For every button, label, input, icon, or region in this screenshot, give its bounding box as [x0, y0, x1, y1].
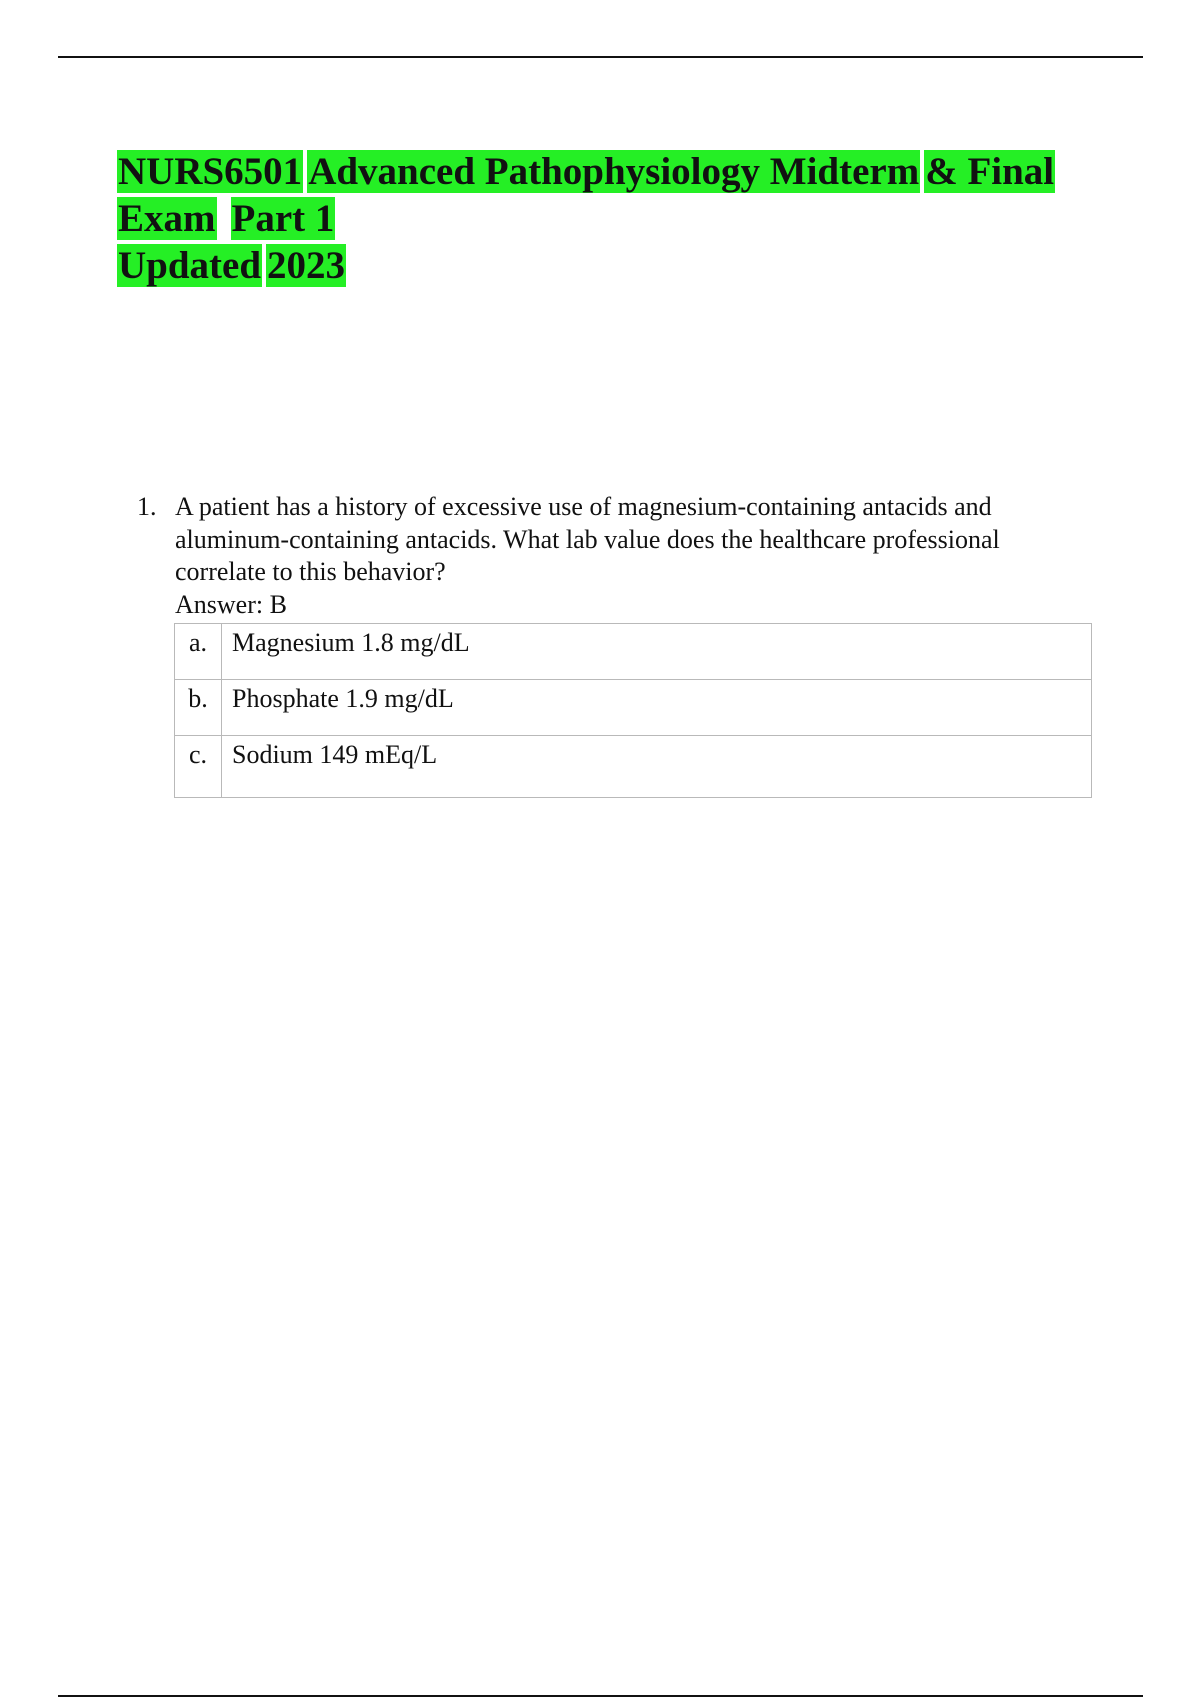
title-segment: Exam [118, 197, 216, 240]
title-segment: & Final [925, 150, 1055, 193]
table-row [175, 736, 1092, 798]
option-text: Phosphate 1.9 mg/dL [222, 680, 1092, 736]
title-segment: Advanced Pathophysiology Midterm [308, 150, 920, 193]
table-row [175, 624, 1092, 680]
header-rule [58, 56, 1143, 58]
title-segment: NURS6501 [118, 150, 303, 193]
table-row [175, 680, 1092, 736]
option-text: Sodium 149 mEq/L [222, 736, 1092, 798]
question-1 [137, 491, 1097, 621]
title-segment: Updated [118, 244, 262, 287]
question-number: 1. [137, 492, 157, 521]
document-title [117, 148, 1107, 289]
option-letter: b. [175, 680, 222, 736]
title-line-2 [117, 195, 1107, 242]
option-letter: c. [175, 736, 222, 798]
title-line-1 [117, 148, 1107, 195]
title-line-3 [117, 242, 1107, 289]
question-text: A patient has a history of excessive use of magnesium-containing antacids and aluminum-containing antacids. What lab value does the healthcare professional correlate to this behavior? [175, 492, 1000, 586]
title-segment: 2023 [267, 244, 346, 287]
question-body [175, 491, 1097, 621]
answer-key: Answer: B [175, 589, 287, 619]
option-letter: a. [175, 624, 222, 680]
footer-rule [58, 1695, 1143, 1697]
title-segment: Part 1 [231, 197, 335, 240]
answer-options-table [174, 623, 1092, 798]
option-text: Magnesium 1.8 mg/dL [222, 624, 1092, 680]
